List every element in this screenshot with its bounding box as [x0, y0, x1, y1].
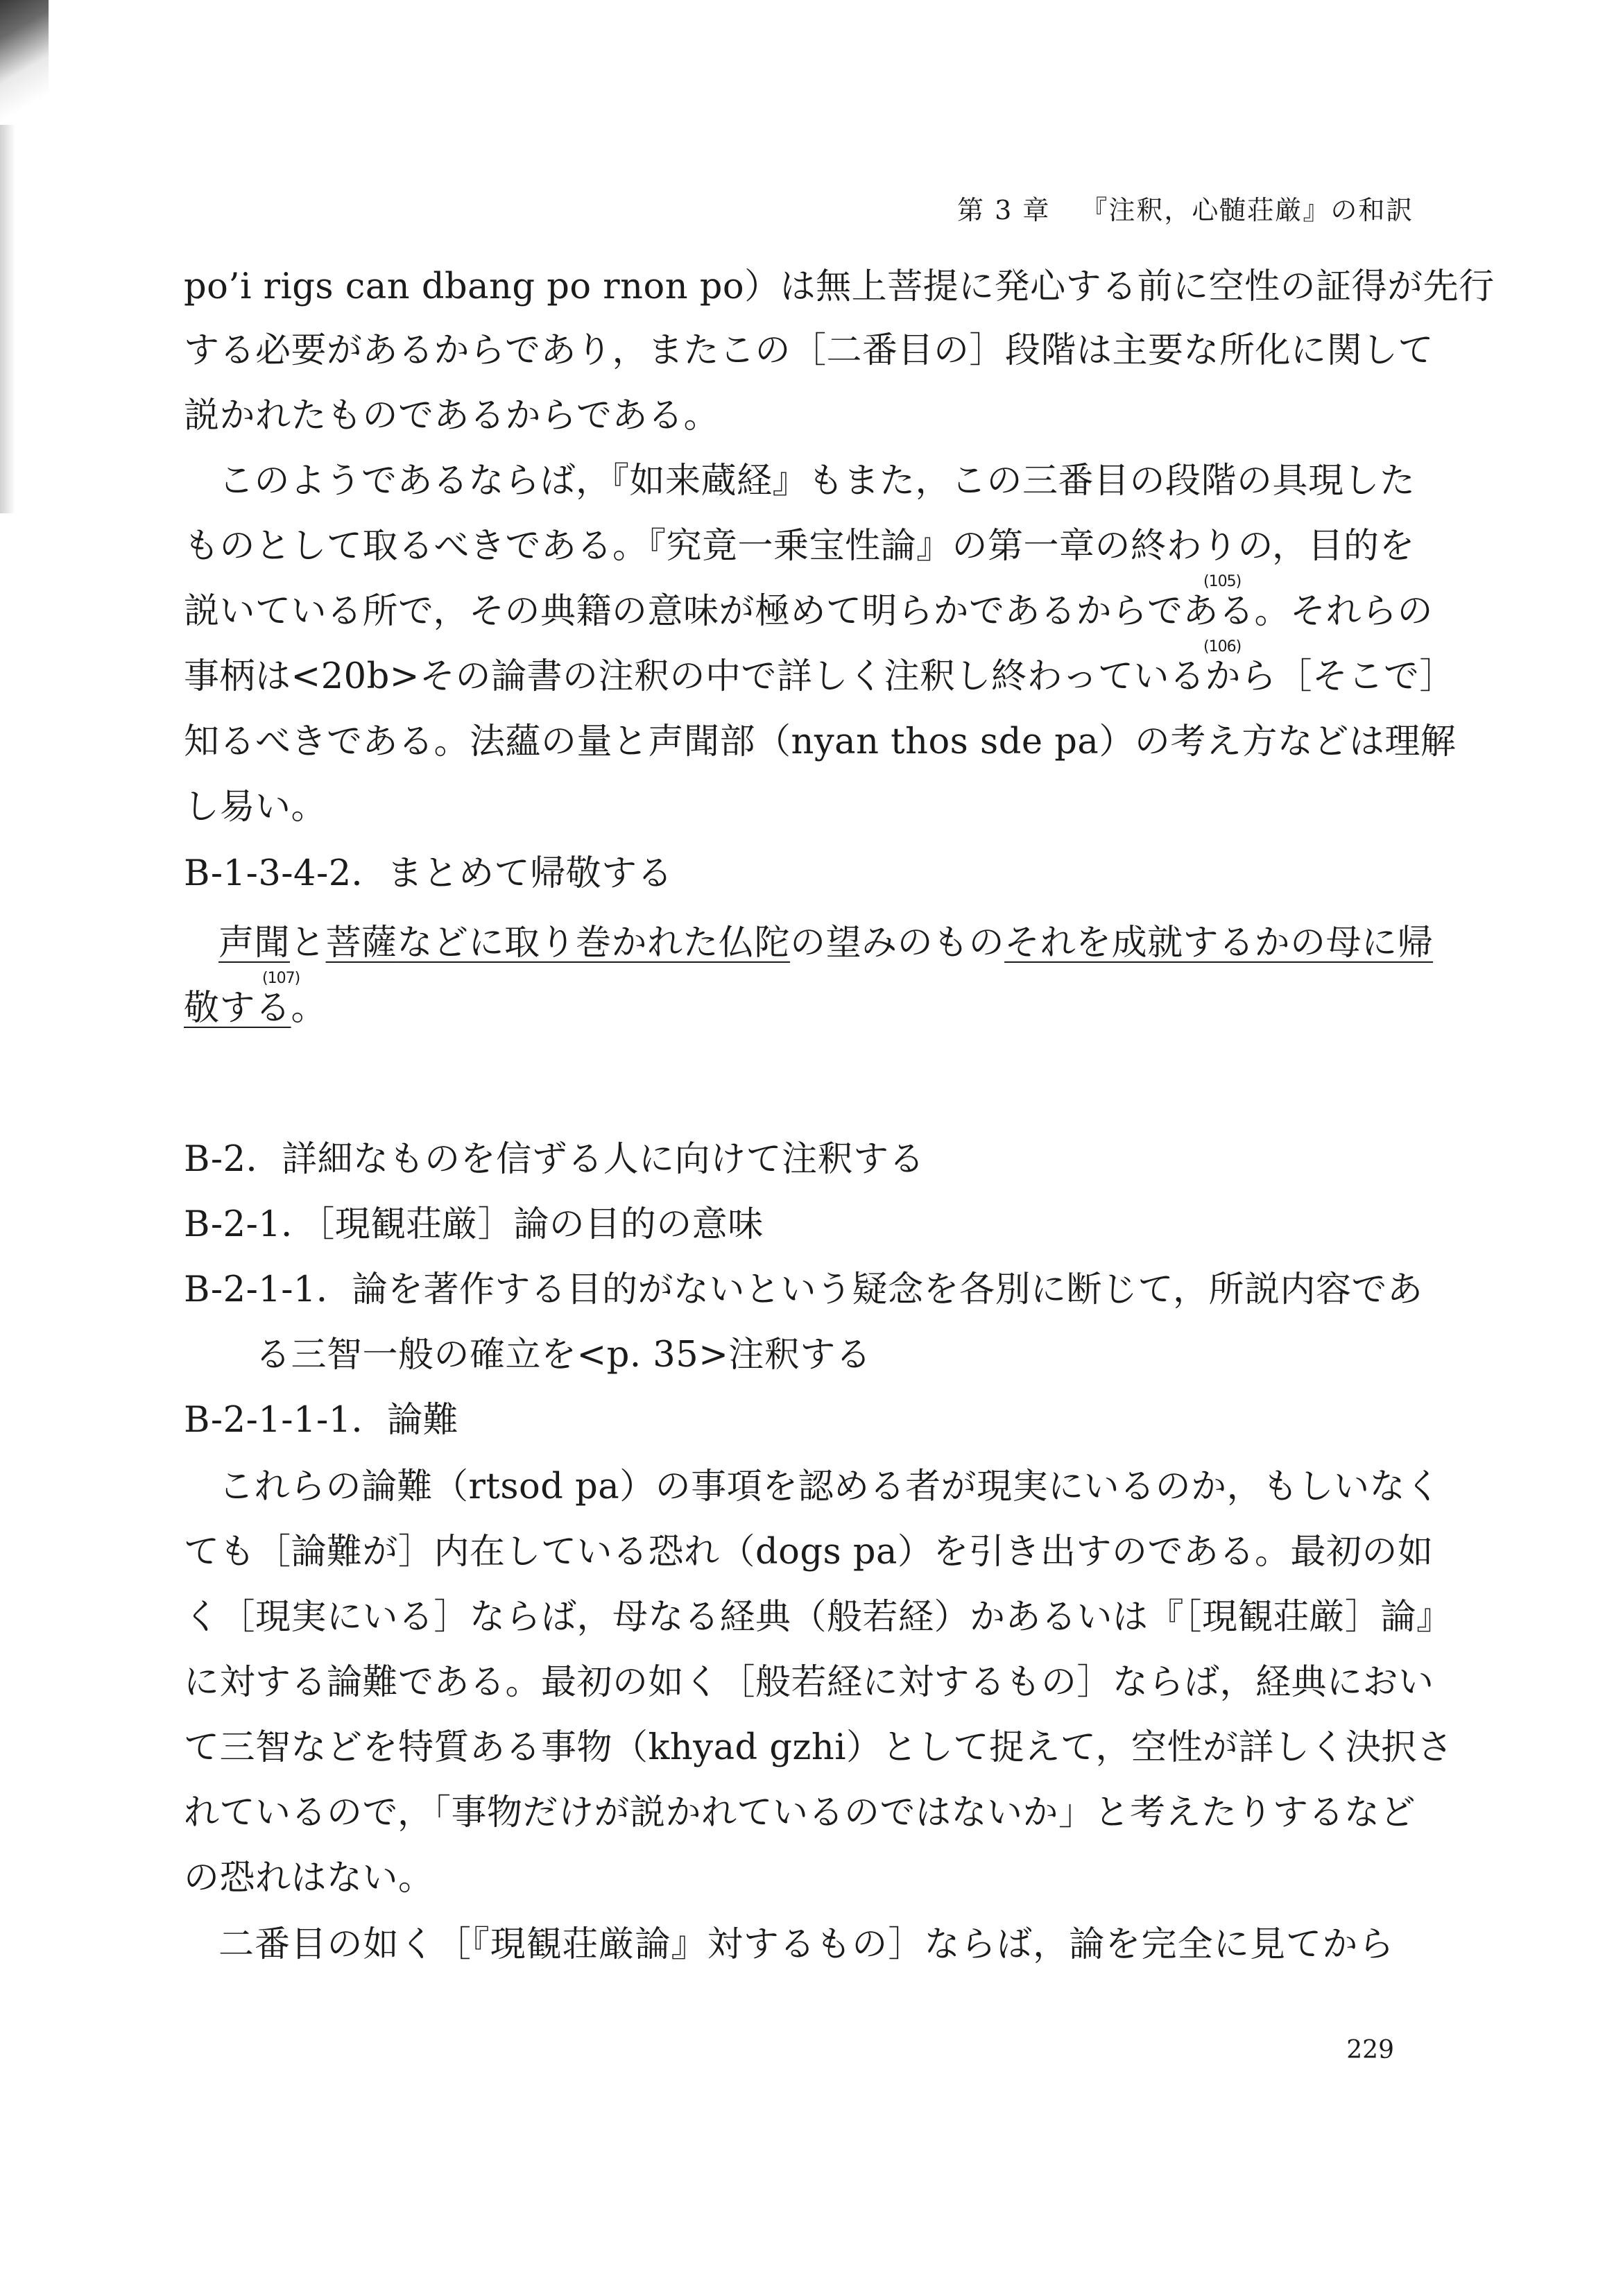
scan-shadow-edge [0, 125, 15, 513]
running-head-chapter: 第 3 章 [957, 195, 1051, 225]
footnote-ref-107: (107) [262, 970, 300, 987]
text-line: ても［論難が］内在している恐れ（dogs pa）を引き出すのである。最初の如 [184, 1532, 1434, 1573]
footnote-ref-105: (105) [1203, 573, 1242, 590]
verse-segment: 声聞 [218, 923, 291, 963]
page-number: 229 [1346, 2036, 1394, 2064]
verse-segment: 敬する [184, 988, 291, 1029]
footnote-ref-106: (106) [1203, 638, 1242, 656]
text-line: 二番目の如く［『現観荘厳論』対するもの］ならば，論を完全に見てから [218, 1924, 1394, 1965]
text-line: 知るべきである。法蘊の量と声聞部（nyan thos sde pa）の考え方などは理解 [184, 721, 1457, 762]
text-line: の恐れはない。 [184, 1858, 434, 1899]
verse-segment: などに取り巻かれた仏陀 [397, 923, 791, 963]
text-line: れているので，「事物だけが説かれているのではないか」と考えたりするなど [184, 1792, 1416, 1833]
text-line: 説かれたものであるからである。 [184, 395, 719, 436]
verse-line [184, 988, 327, 1029]
text-line: このようであるならば，『如来蔵経』もまた，この三番目の段階の具現した [218, 461, 1416, 502]
text-line: く［現実にいる］ならば，母なる経典（般若経）かあるいは『［現観荘厳］論』 [184, 1597, 1452, 1638]
section-heading-continued: る三智一般の確立を<p. 35>注釈する [255, 1335, 872, 1376]
verse-segment: それを成就するかの母に帰 [1004, 923, 1434, 963]
section-heading: B-2-1-1．論を著作する目的がないという疑念を各別に断じて，所説内容であ [184, 1269, 1423, 1310]
verse-line [218, 923, 1434, 964]
running-head [957, 189, 1414, 227]
text-line: 事柄は<20b>その論書の注釈の中で詳しく注釈し終わっているから［そこで］ [184, 656, 1456, 697]
section-heading: B-2．詳細なものを信ずる人に向けて注釈する [184, 1139, 925, 1180]
section-heading: B-2-1．［現観荘厳］論の目的の意味 [184, 1204, 764, 1245]
verse-segment: 菩薩 [325, 923, 397, 963]
section-heading: B-1-3-4-2．まとめて帰敬する [184, 853, 673, 894]
text-line: これらの論難（rtsod pa）の事項を認める者が現実にいるのか，もしいなく [218, 1466, 1441, 1507]
text-line: て三智などを特質ある事物（khyad gzhi）として捉えて，空性が詳しく決択さ [184, 1727, 1453, 1768]
text-line: po’i rigs can dbang po rnon po）は無上菩提に発心する前に空性の証得が先行 [184, 266, 1495, 307]
verse-segment: と [290, 923, 326, 963]
verse-segment: 。 [291, 988, 327, 1029]
text-line: し易い。 [184, 787, 327, 828]
scan-shadow-corner [0, 0, 49, 125]
text-line: する必要があるからであり，またこの［二番目の］段階は主要な所化に関して [184, 330, 1434, 371]
running-head-title: 『注釈，心髄荘厳』の和訳 [1081, 195, 1414, 225]
section-heading: B-2-1-1-1．論難 [184, 1400, 459, 1441]
text-line: ものとして取るべきである。『究竟一乗宝性論』の第一章の終わりの，目的を [184, 526, 1415, 567]
text-line: に対する論難である。最初の如く［般若経に対するもの］ならば，経典におい [184, 1662, 1434, 1703]
text-line: 説いている所で，その典籍の意味が極めて明らかであるからである。それらの [184, 591, 1433, 632]
verse-segment: の望みのもの [790, 923, 1005, 963]
